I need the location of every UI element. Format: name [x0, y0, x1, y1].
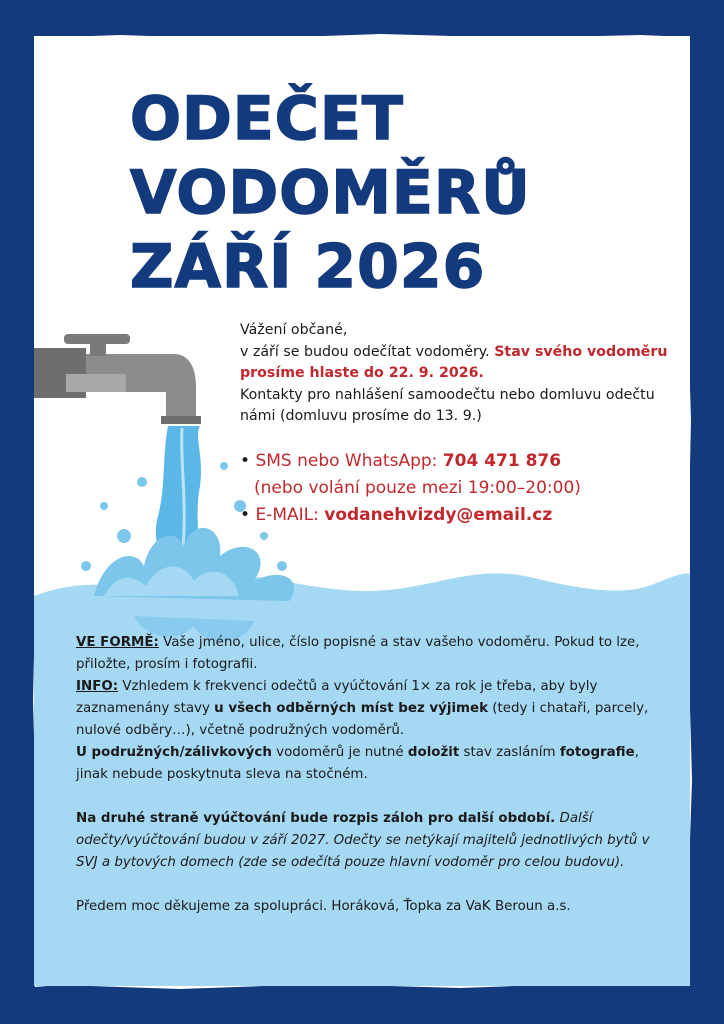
intro-line: v září se budou odečítat vodoměry.	[240, 343, 490, 360]
intro-paragraph	[240, 342, 680, 385]
bullet: •	[240, 505, 251, 525]
email-label: E-MAIL:	[255, 505, 319, 525]
info-bold: u všech odběrných míst bez výjimek	[214, 701, 488, 716]
details-text	[76, 632, 666, 918]
thanks-paragraph: Předem moc děkujeme za spolupráci. Horáková, Ťopka za VaK Beroun a.s.	[76, 899, 571, 914]
billing-italic: Další odečty/vyúčtování budou v září 2027. Odečty se netýkají majitelů jednotlivých bytů v SVJ a bytových domech (zde se odečítá pouze hlavní vodoměr pro celou budovu).	[76, 811, 650, 870]
contact-note: Kontakty pro nahlášení samoodečtu nebo domluvu odečtu námi (domluvu prosíme do 13. 9.)	[240, 386, 655, 424]
poster-paper	[34, 36, 690, 986]
title-line-2: VODOMĚRŮ	[130, 158, 531, 228]
greeting: Vážení občané,	[240, 322, 348, 338]
info-text-1: Vzhledem k frekvenci odečtů a vyúčtování 1× za rok je třeba, aby byly zaznamenány stavy	[76, 679, 598, 716]
spacer	[76, 874, 666, 896]
title-line-3: ZÁŘÍ 2026	[130, 232, 486, 302]
sub-bold-3: fotografie	[559, 745, 635, 760]
intro-text	[240, 320, 680, 428]
page-title	[130, 82, 531, 304]
billing-bold: Na druhé straně vyúčtování bude rozpis záloh pro další období.	[76, 811, 556, 826]
spacer	[76, 786, 666, 808]
form-text: Vaše jméno, ulice, číslo popisné a stav vašeho vodoměru. Pokud to lze, přiložte, prosím i fotografii.	[76, 635, 640, 672]
form-paragraph	[76, 632, 666, 676]
call-note: (nebo volání pouze mezi 19:00–20:00)	[254, 478, 581, 498]
info-text-2: (tedy i chataři, parcely, nulové odběry…), včetně podružných vodoměrů.	[76, 701, 649, 738]
sub-bold-2: doložit	[407, 745, 460, 760]
info-label: INFO:	[76, 679, 119, 694]
bullet: •	[240, 451, 251, 471]
sub-text-3: , jinak nebude poskytnuta sleva na stočném.	[76, 745, 639, 782]
title-line-1: ODEČET	[130, 84, 404, 154]
phone-number[interactable]: 704 471 876	[442, 451, 562, 471]
form-label: VE FORMĚ:	[76, 635, 159, 650]
contact-sms	[240, 448, 680, 475]
info-paragraph	[76, 676, 666, 742]
sms-label: SMS nebo WhatsApp:	[255, 451, 438, 471]
contact-list	[240, 448, 680, 529]
sub-text-1: vodoměrů je nutné	[276, 745, 404, 760]
contact-email	[240, 502, 680, 529]
email-address[interactable]: vodanehvizdy@email.cz	[324, 505, 553, 525]
water-tap-icon	[34, 334, 201, 424]
deadline-highlight: Stav svého vodoměru prosíme hlaste do 22. 9. 2026.	[240, 343, 668, 381]
sub-bold-1: U podružných/zálivkových	[76, 745, 272, 760]
billing-paragraph	[76, 808, 666, 874]
sub-meter-paragraph	[76, 742, 666, 786]
sub-text-2: stav zasláním	[463, 745, 556, 760]
